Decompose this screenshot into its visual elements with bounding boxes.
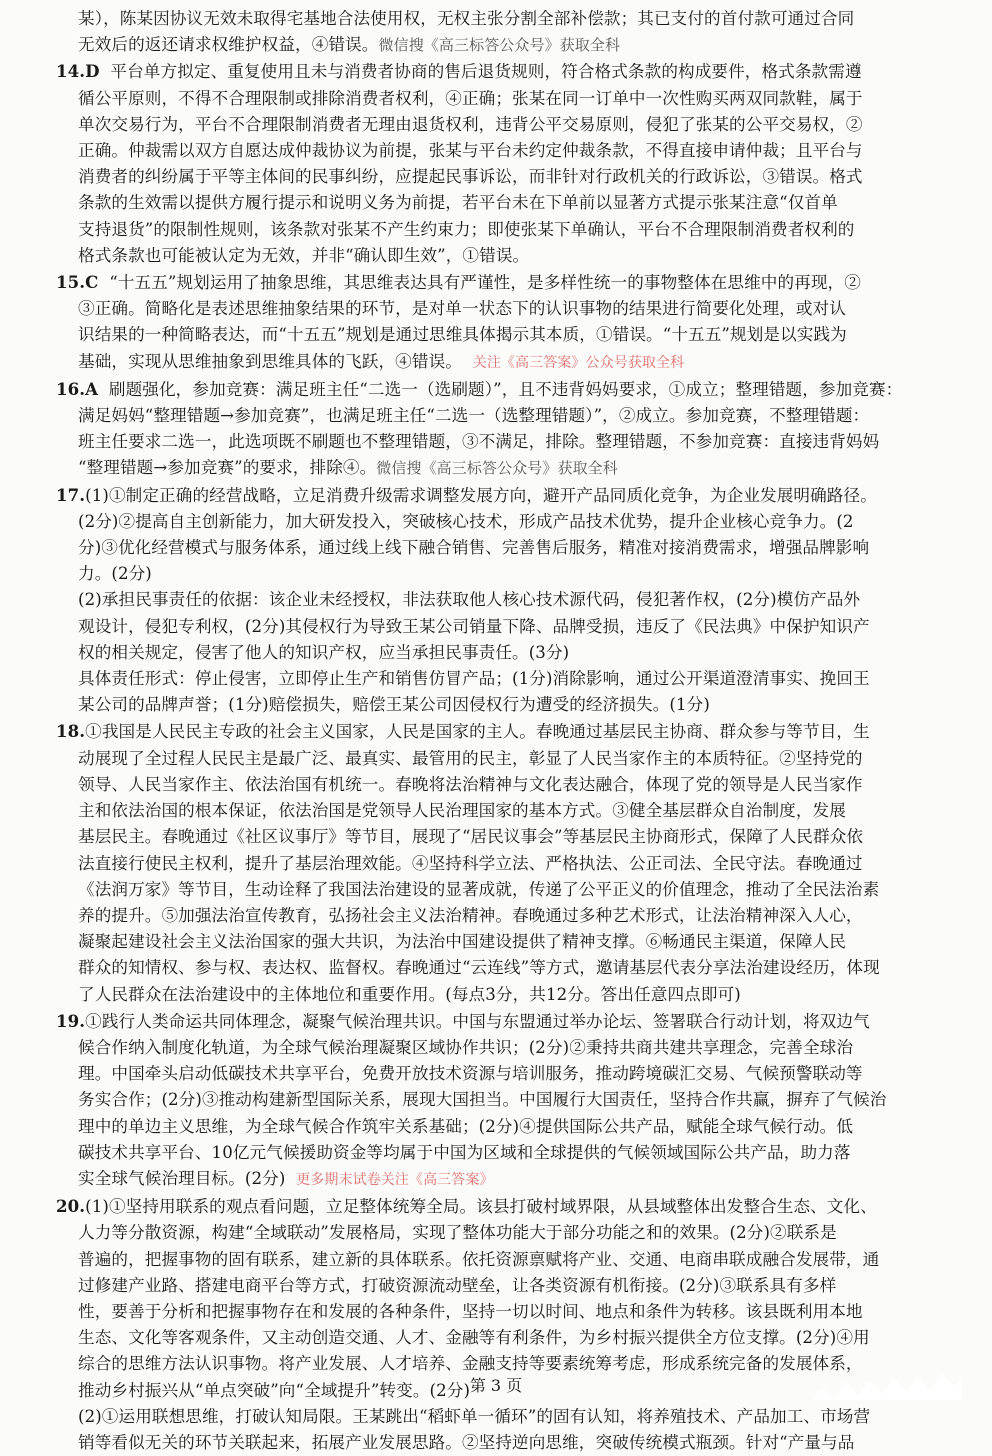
watermark-text: 关注《高三答案》公众号获取全科: [472, 354, 685, 371]
text-line: 条款的生效需以提供方履行提示和说明义务为前提，若平台未在下单前以显著方式提示张某注意“仅首单: [78, 193, 838, 213]
answer-17: [56, 482, 966, 719]
text-line: 凝聚起建设社会主义法治国家的强大共识，为法治中国建设提供了精神支撑。⑥畅通民主渠道，保障人民: [78, 932, 846, 952]
text-line: 15.C “十五五”规划运用了抽象思维，其思维表达具有严谨性，是多样性统一的事物整体在思维中的再现，②: [56, 272, 861, 293]
answer-18: [56, 718, 966, 1007]
text-line: 动展现了全过程人民民主是最广泛、最真实、最管用的民主，彰显了人民当家作主的本质特征。②坚持党的: [78, 748, 863, 768]
text-line: 消费者的纠纷属于平等主体间的民事纠纷，应提起民事诉讼，而非针对行政机关的行政诉讼，③错误。格式: [78, 167, 863, 187]
text-line: 碳技术共享平台、10亿元气候援助资金等均属于中国为区域和全球提供的气候领域国际公共产品，助力落: [78, 1142, 851, 1162]
text-line: 力。(2分): [78, 564, 152, 584]
text-line: 候合作纳入制度化轨道，为全球气候治理凝聚区域协作共识；(2分)②秉持共商共建共享理念，完善全球治: [78, 1037, 854, 1057]
text-line: 理。中国牵头启动低碳技术共享平台，免费开放技术资源与培训服务，推动跨境碳汇交易、气候预警联动等: [78, 1064, 863, 1084]
question-number: 16.A: [56, 378, 99, 399]
text-line: (2)①运用联想思维，打破认知局限。王某跳出“稻虾单一循环”的固有认知，将养殖技术、产品加工、市场营: [78, 1406, 871, 1426]
text-line: “整理错题→参加竞赛”的要求，排除④。微信搜《高三标答公众号》获取全科: [78, 458, 618, 478]
text-line: 18.①我国是人民民主专政的社会主义国家，人民是国家的主人。春晚通过基层民主协商、群众参与等节目，生: [56, 721, 870, 742]
answer-page: [56, 6, 966, 1456]
answer-15: [56, 269, 966, 376]
text-line: 过修建产业路、搭建电商平台等方式，打破资源流动壁垒，让各类资源有机衔接。(2分)③联系具有多样: [78, 1275, 837, 1295]
text-line: 基础，实现从思维抽象到思维具体的飞跃，④错误。 关注《高三答案》公众号获取全科: [78, 351, 685, 371]
text-line: 正确。仲裁需以双方自愿达成仲裁协议为前提，张某与平台未约定仲裁条款，不得直接申请仲裁；且平台与: [78, 141, 863, 161]
text-line: (2分)②提高自主创新能力，加大研发投入，突破核心技术，形成产品技术优势，提升企业核心竞争力。(2: [78, 511, 854, 531]
intro-block: [78, 6, 966, 58]
text-line: 满足妈妈“整理错题→参加竞赛”，也满足班主任“二选一（选整理错题）”，②成立。参加竞赛，不整理错题：: [78, 406, 870, 426]
watermark-text: 微信搜《高三标答公众号》获取全科: [376, 459, 618, 478]
text-line: 人力等分散资源，构建“全域联动”发展格局，实现了整体功能大于部分功能之和的效果。(2分)②联系是: [78, 1223, 837, 1243]
text-line: 主和依法治国的根本保证，依法治国是党领导人民治理国家的基本方式。③健全基层群众自治制度，发展: [78, 801, 846, 821]
text-line: 20.(1)①坚持用联系的观点看问题，立足整体统筹全局。该县打破村域界限，从县域整体出发整合生态、文化、: [56, 1196, 877, 1217]
text-line: 识结果的一种简略表达，而“十五五”规划是通过思维具体揭示其本质，①错误。“十五五”规划是以实践为: [78, 325, 847, 345]
text-line: 格式条款也可能被认定为无效，并非“确认即生效”，①错误。: [78, 245, 530, 265]
text-line: 14.D 平台单方拟定、重复使用且未与消费者协商的售后退货规则，符合格式条款的构成要件，格式条款需遵: [56, 61, 862, 82]
text-line: 群众的知情权、参与权、表达权、监督权。春晚通过“云连线”等方式，邀请基层代表分享法治建设经历，体现: [78, 958, 880, 978]
text-line: 无效后的返还请求权维护权益，④错误。微信搜《高三标答公众号》获取全科: [78, 35, 621, 55]
question-number: 20.: [56, 1196, 86, 1217]
answer-20: [56, 1193, 966, 1456]
text-line: 普遍的，把握事物的固有联系，建立新的具体联系。依托资源禀赋将产业、交通、电商串联成融合发展带，通: [78, 1249, 880, 1269]
question-number: 18.: [56, 721, 86, 742]
watermark-text: 更多期末试卷关注《高三答案》: [296, 1171, 494, 1188]
text-line: 务实合作；(2分)③推动构建新型国际关系，展现大国担当。中国履行大国责任，坚持合作共赢，摒弃了气候治: [78, 1090, 887, 1110]
page-cut-edge-icon: [812, 1368, 962, 1400]
question-number: 19.: [56, 1010, 86, 1031]
answer-14: [56, 58, 966, 269]
question-number: 15.C: [56, 272, 99, 293]
text-line: 推动乡村振兴从“单点突破”向“全域提升”转变。(2分): [78, 1380, 471, 1400]
text-line: 生态、文化等客观条件，又主动创造交通、人才、金融等有利条件，为乡村振兴提供全方位支撑。(2分)④用: [78, 1328, 870, 1348]
text-line: 综合的思维方法认识事物。将产业发展、人才培养、金融支持等要素统筹考虑，形成系统完备的发展体系，: [78, 1354, 863, 1374]
answer-19: [56, 1008, 966, 1193]
question-number: 14.D: [56, 61, 100, 82]
text-line: 基层民主。春晚通过《社区议事厅》等节目，展现了“居民议事会”等基层民主协商形式，保障了人民群众依: [78, 827, 864, 847]
text-line: 某公司的品牌声誉；(1分)赔偿损失，赔偿王某公司因侵权行为遭受的经济损失。(1分): [78, 695, 710, 715]
text-line: 权的相关规定，侵害了他人的知识产权，应当承担民事责任。(3分): [78, 642, 570, 662]
text-line: 法直接行使民主权利，提升了基层治理效能。④坚持科学立法、严格执法、公正司法、全民守法。春晚通过: [78, 853, 863, 873]
text-line: 理中的单边主义思维，为全球气候合作筑牢关系基础；(2分)④提供国际公共产品，赋能全球气候行动。低: [78, 1116, 854, 1136]
text-line: 了人民群众在法治建设中的主体地位和重要作用。(每点3分，共12分。答出任意四点即可): [78, 984, 741, 1004]
answer-16: [56, 376, 966, 482]
text-line: 循公平原则，不得不合理限制或排除消费者权利，④正确；张某在同一订单中一次性购买两双同款鞋，属于: [78, 88, 863, 108]
page-number: 第 3 页: [469, 1376, 523, 1395]
question-number: 17.: [56, 484, 86, 505]
text-line: (2)承担民事责任的依据：该企业未经授权，非法获取他人核心技术源代码，侵犯著作权，(2分)模仿产品外: [78, 590, 861, 610]
text-line: 领导、人民当家作主、依法治国有机统一。春晚将法治精神与文化表达融合，体现了党的领导是人民当家作: [78, 774, 863, 794]
text-line: 17.(1)①制定正确的经营战略，立足消费升级需求调整发展方向，避开产品同质化竞争，为企业发展明确路径。: [56, 484, 877, 505]
text-line: 销等看似无关的环节关联起来，拓展产业发展思路。②坚持逆向思维，突破传统模式瓶颈。针对“产量与品: [78, 1432, 855, 1452]
text-line: 《法润万家》等节目，生动诠释了我国法治建设的显著成就，传递了公平正义的价值理念，推动了全民法治素: [78, 879, 880, 899]
text-line: 具体责任形式：停止侵害，立即停止生产和销售仿冒产品；(1分)消除影响，通过公开渠道澄清事实、挽回王: [78, 669, 870, 689]
text-line: 班主任要求二选一，此选项既不刷题也不整理错题，③不满足，排除。整理错题，不参加竞赛：直接违背妈妈: [78, 432, 880, 452]
text-line: 16.A 刷题强化，参加竞赛：满足班主任“二选一（选刷题）”，且不违背妈妈要求，①成立；整理错题，参加竞赛：: [56, 378, 903, 399]
text-line: ③正确。简略化是表述思维抽象结果的环节，是对单一状态下的认识事物的结果进行简要化处理，或对认: [78, 299, 846, 319]
text-line: 某），陈某因协议无效未取得宅基地合法使用权，无权主张分割全部补偿款；其已支付的首付款可通过合同: [78, 9, 855, 28]
watermark-text: 微信搜《高三标答公众号》获取全科: [378, 36, 621, 55]
text-line: 性，要善于分析和把握事物存在和发展的各种条件，坚持一切以时间、地点和条件为转移。该县既利用本地: [78, 1301, 863, 1321]
text-line: 分)③优化经营模式与服务体系，通过线上线下融合销售、完善售后服务，精准对接消费需求，增强品牌影响: [78, 538, 870, 558]
text-line: 单次交易行为，平台不合理限制消费者无理由退货权利，违背公平交易原则，侵犯了张某的公平交易权，②: [78, 114, 863, 134]
text-line: 养的提升。⑤加强法治宣传教育，弘扬社会主义法治精神。春晚通过多种艺术形式，让法治精神深入人心，: [78, 905, 863, 925]
text-line: 支持退货”的限制性规则，该条款对张某不产生约束力；即使张某下单确认，平台不合理限制消费者权利的: [78, 219, 855, 239]
text-line: 实全球气候治理目标。(2分) 更多期末试卷关注《高三答案》: [78, 1168, 494, 1188]
text-line: 19.①践行人类命运共同体理念，凝聚气候治理共识。中国与东盟通过举办论坛、签署联合行动计划，将双边气: [56, 1010, 870, 1031]
text-line: 观设计，侵犯专利权，(2分)其侵权行为导致王某公司销量下降、品牌受损，违反了《民法典》中保护知识产: [78, 616, 870, 636]
